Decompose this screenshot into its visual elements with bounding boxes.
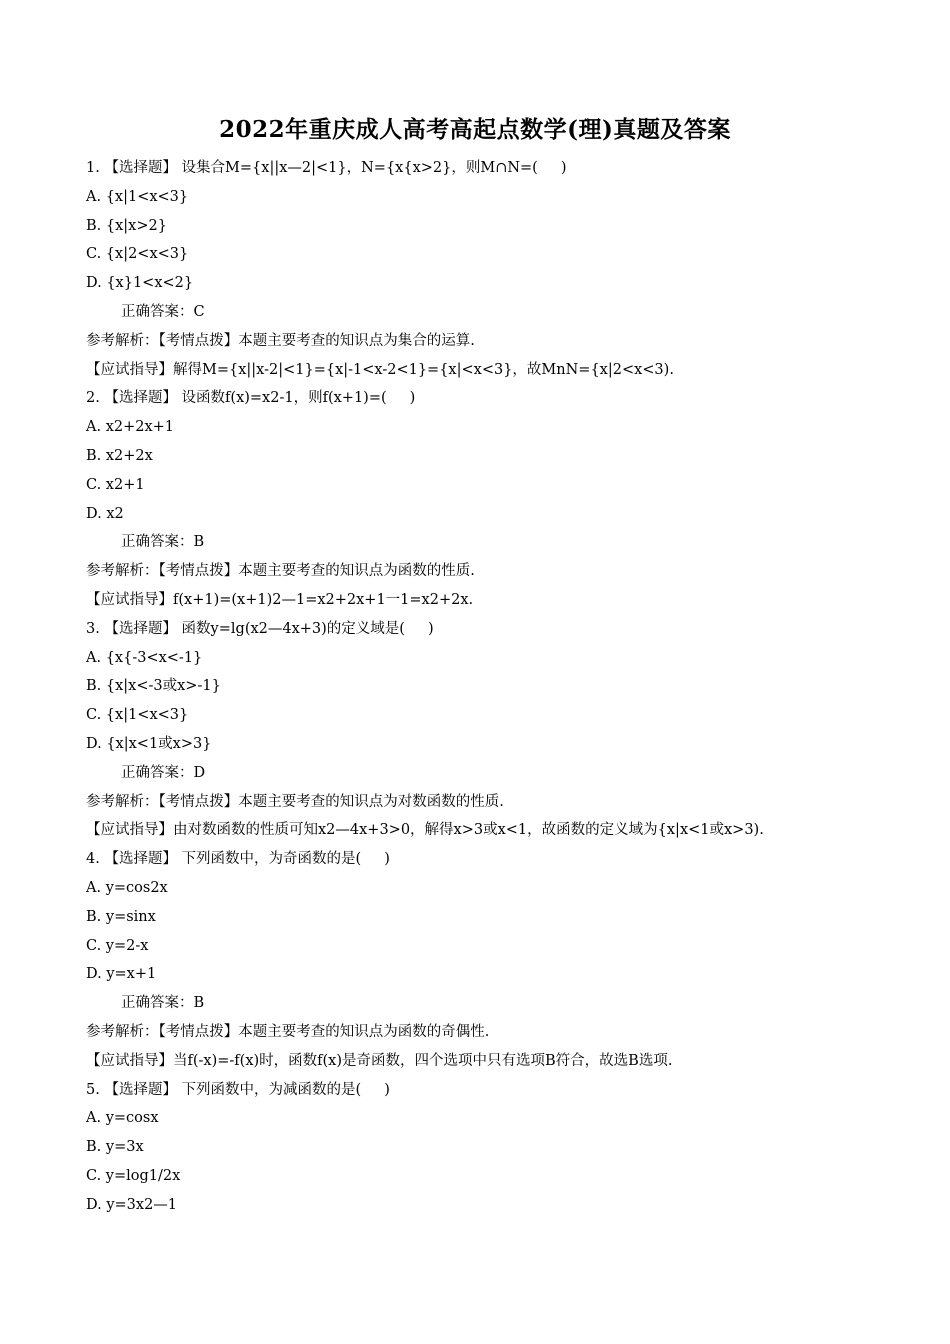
question-2-analysis: 参考解析：【考情点拨】本题主要考查的知识点为函数的性质. [86, 563, 475, 580]
question-3-analysis: 参考解析：【考情点拨】本题主要考查的知识点为对数函数的性质. [86, 793, 504, 810]
question-1-guide: 【应试指导】解得M={x||x-2|<1}={x|-1<x-2<1}={x|<x<3}，故MnN={x|2<x<3). [86, 361, 674, 378]
question-3-option-a: A. {x{-3<x<-1} [86, 649, 203, 666]
question-1-stem: 1. 【选择题】 设集合M={x||x—2|<1}，N={x{x>2}，则M∩N=( ) [86, 160, 567, 176]
question-1-analysis: 参考解析：【考情点拨】本题主要考查的知识点为集合的运算. [86, 332, 475, 349]
question-2-option-a: A. x2+2x+1 [86, 419, 175, 436]
question-3-option-c: C. {x|1<x<3} [86, 707, 189, 724]
question-4-option-b: B. y=sinx [86, 908, 156, 925]
question-3-stem: 3. 【选择题】 函数y=lg(x2—4x+3)的定义域是( ) [86, 620, 434, 637]
question-1-option-b: B. {x|x>2} [86, 217, 167, 234]
question-3-guide: 【应试指导】由对数函数的性质可知x2—4x+3>0，解得x>3或x<1，故函数的定义域为{x|x<1或x>3). [86, 822, 764, 839]
question-2-answer: 正确答案：B [121, 534, 205, 551]
question-2-stem: 2. 【选择题】 设函数f(x)=x2-1，则f(x+1)=( ) [86, 390, 416, 407]
question-4-guide: 【应试指导】当f(-x)=-f(x)时，函数f(x)是奇函数，四个选项中只有选项B符合，故选B选项. [86, 1052, 673, 1069]
question-5-option-c: C. y=log1/2x [86, 1167, 181, 1184]
question-1-option-a: A. {x|1<x<3} [86, 188, 189, 205]
question-4-analysis: 参考解析：【考情点拨】本题主要考查的知识点为函数的奇偶性. [86, 1023, 490, 1040]
question-3-answer: 正确答案：D [121, 764, 206, 781]
question-5-option-a: A. y=cosx [86, 1110, 159, 1127]
question-2-guide: 【应试指导】f(x+1)=(x+1)2—1=x2+2x+1一1=x2+2x. [86, 591, 474, 608]
question-4-option-d: D. y=x+1 [86, 966, 157, 983]
question-1-option-d: D. {x}1<x<2} [86, 275, 194, 292]
question-3-option-d: D. {x|x<1或x>3} [86, 735, 212, 752]
question-4-stem: 4. 【选择题】 下列函数中，为奇函数的是( ) [86, 851, 390, 868]
question-4-option-c: C. y=2-x [86, 937, 149, 954]
question-5-option-d: D. y=3x2—1 [86, 1196, 178, 1213]
question-1-option-c: C. {x|2<x<3} [86, 246, 189, 263]
page-title: 2022年重庆成人高考高起点数学(理)真题及答案 [219, 116, 731, 143]
question-3-option-b: B. {x|x<-3或x>-1} [86, 678, 221, 695]
document-body [86, 154, 926, 1219]
question-2-option-b: B. x2+2x [86, 447, 153, 464]
question-5-option-b: B. y=3x [86, 1139, 144, 1156]
question-4-answer: 正确答案：B [121, 995, 205, 1012]
question-4-option-a: A. y=cos2x [86, 879, 168, 896]
question-5-stem: 5. 【选择题】 下列函数中，为减函数的是( ) [86, 1081, 390, 1098]
question-1-answer: 正确答案：C [121, 303, 205, 320]
question-2-option-d: D. x2 [86, 505, 124, 522]
question-2-option-c: C. x2+1 [86, 476, 145, 493]
